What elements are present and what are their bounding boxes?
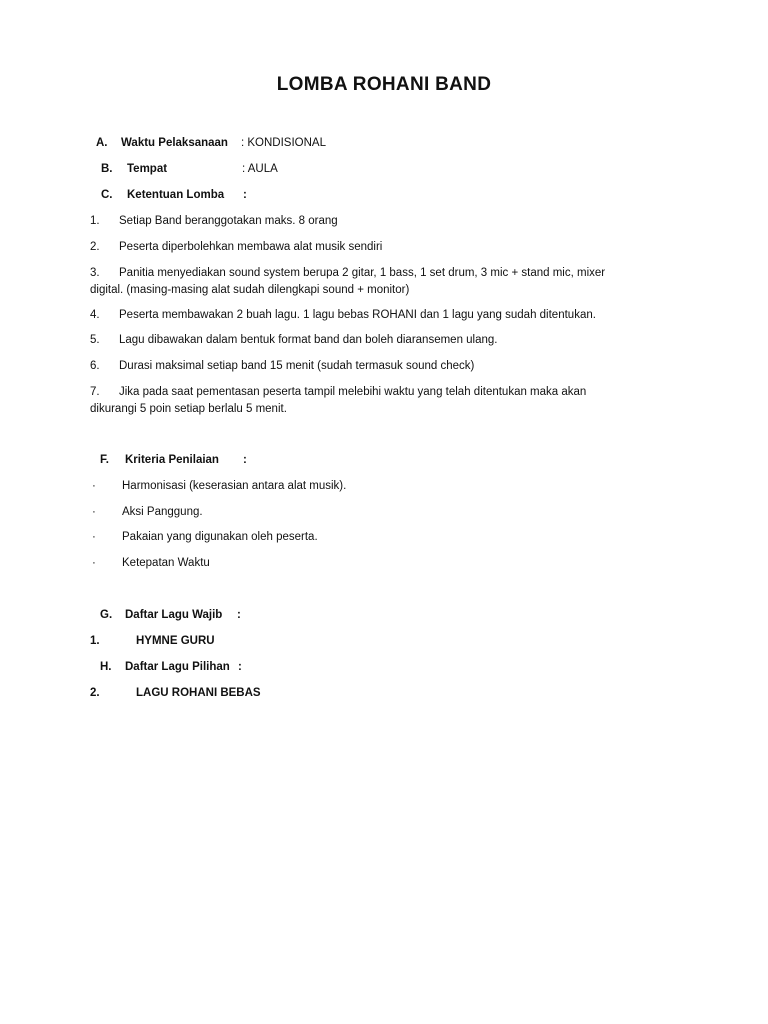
info-value: : <box>243 189 247 201</box>
rule-text: Peserta membawakan 2 buah lagu. 1 lagu bebas ROHANI dan 1 lagu yang sudah ditentukan. <box>119 309 596 321</box>
song-number: 2. <box>90 687 100 699</box>
bullet-mark: · <box>92 480 96 492</box>
rule-item <box>90 307 690 324</box>
criteria-item <box>92 555 210 572</box>
info-marker: A. <box>96 137 108 149</box>
rule-number: 6. <box>90 360 100 372</box>
rule-number: 3. <box>90 267 100 279</box>
info-marker: C. <box>101 189 113 201</box>
rule-number: 7. <box>90 386 100 398</box>
wajib-marker: G. <box>100 609 113 621</box>
rule-item <box>90 384 690 417</box>
rule-text: Jika pada saat pementasan peserta tampil melebihi waktu yang telah ditentukan maka akan <box>119 386 587 398</box>
info-marker: B. <box>101 163 113 175</box>
criteria-heading <box>100 452 247 469</box>
song-number: 1. <box>90 635 100 647</box>
rule-item <box>90 213 690 230</box>
criteria-marker: F. <box>100 454 109 466</box>
info-row-tempat <box>101 161 278 178</box>
rule-item <box>90 239 690 256</box>
pilihan-song-item <box>90 685 261 702</box>
info-label: Ketentuan Lomba <box>127 189 225 201</box>
song-title: HYMNE GURU <box>136 635 215 647</box>
criteria-item <box>92 504 203 521</box>
rule-text: Panitіa menyediakan sound system berupa 2 gitar, 1 bass, 1 set drum, 3 mic + stand mic, mixer <box>119 267 606 279</box>
criteria-text: Pakaian yang digunakan oleh peserta. <box>122 531 318 543</box>
info-label: Waktu Pelaksanaan <box>121 137 228 149</box>
pilihan-heading <box>100 659 242 676</box>
rule-number: 1. <box>90 215 100 227</box>
rule-number: 5. <box>90 334 100 346</box>
info-row-ketentuan <box>101 187 247 204</box>
wajib-heading <box>100 607 241 624</box>
info-label: Tempat <box>127 163 168 175</box>
criteria-text: Harmonisasi (keserasian antara alat musik). <box>122 480 347 492</box>
song-title: LAGU ROHANI BEBAS <box>136 687 261 699</box>
rule-text: Peserta diperbolehkan membawa alat musik sendiri <box>119 241 383 253</box>
bullet-mark: · <box>92 506 96 518</box>
info-value: : AULA <box>242 163 278 175</box>
rule-item <box>90 358 690 375</box>
bullet-mark: · <box>92 531 96 543</box>
rule-text: Durasi maksimal setіap band 15 menit (sudah termasuk sound check) <box>119 360 475 372</box>
rule-number: 4. <box>90 309 100 321</box>
rule-item <box>90 332 690 349</box>
criteria-text: Ketepatan Waktu <box>122 557 210 569</box>
rule-text-continued: digital. (masing-masing alat sudah dilengkapi sound + monitor) <box>90 283 410 296</box>
pilihan-label: Daftar Lagu Pilihan <box>125 661 230 673</box>
criteria-item <box>92 529 318 546</box>
wajib-label: Daftar Lagu Wajib <box>125 609 223 621</box>
info-row-waktu <box>96 135 326 152</box>
bullet-mark: · <box>92 557 96 569</box>
document-title: LOMBA ROHANI BAND <box>276 74 492 95</box>
wajib-colon: : <box>237 609 241 621</box>
criteria-label: Kriteria Penilaian <box>125 454 219 466</box>
rule-item <box>90 265 690 298</box>
criteria-colon: : <box>243 454 247 466</box>
criteria-text: Aksi Panggung. <box>122 506 203 518</box>
wajib-song-item <box>90 633 215 650</box>
pilihan-colon: : <box>238 661 242 673</box>
criteria-item <box>92 478 346 495</box>
pilihan-marker: H. <box>100 661 112 673</box>
info-value: : KONDISIONAL <box>241 137 326 149</box>
rule-text-continued: dikurangi 5 poin setіap berlalu 5 menit. <box>90 402 287 415</box>
rule-text: Setіap Band beranggotakan maks. 8 orang <box>119 215 338 227</box>
rule-text: Lagu dibawakan dalam bentuk format band dan boleh diaransemen ulang. <box>119 334 498 346</box>
rule-number: 2. <box>90 241 100 253</box>
